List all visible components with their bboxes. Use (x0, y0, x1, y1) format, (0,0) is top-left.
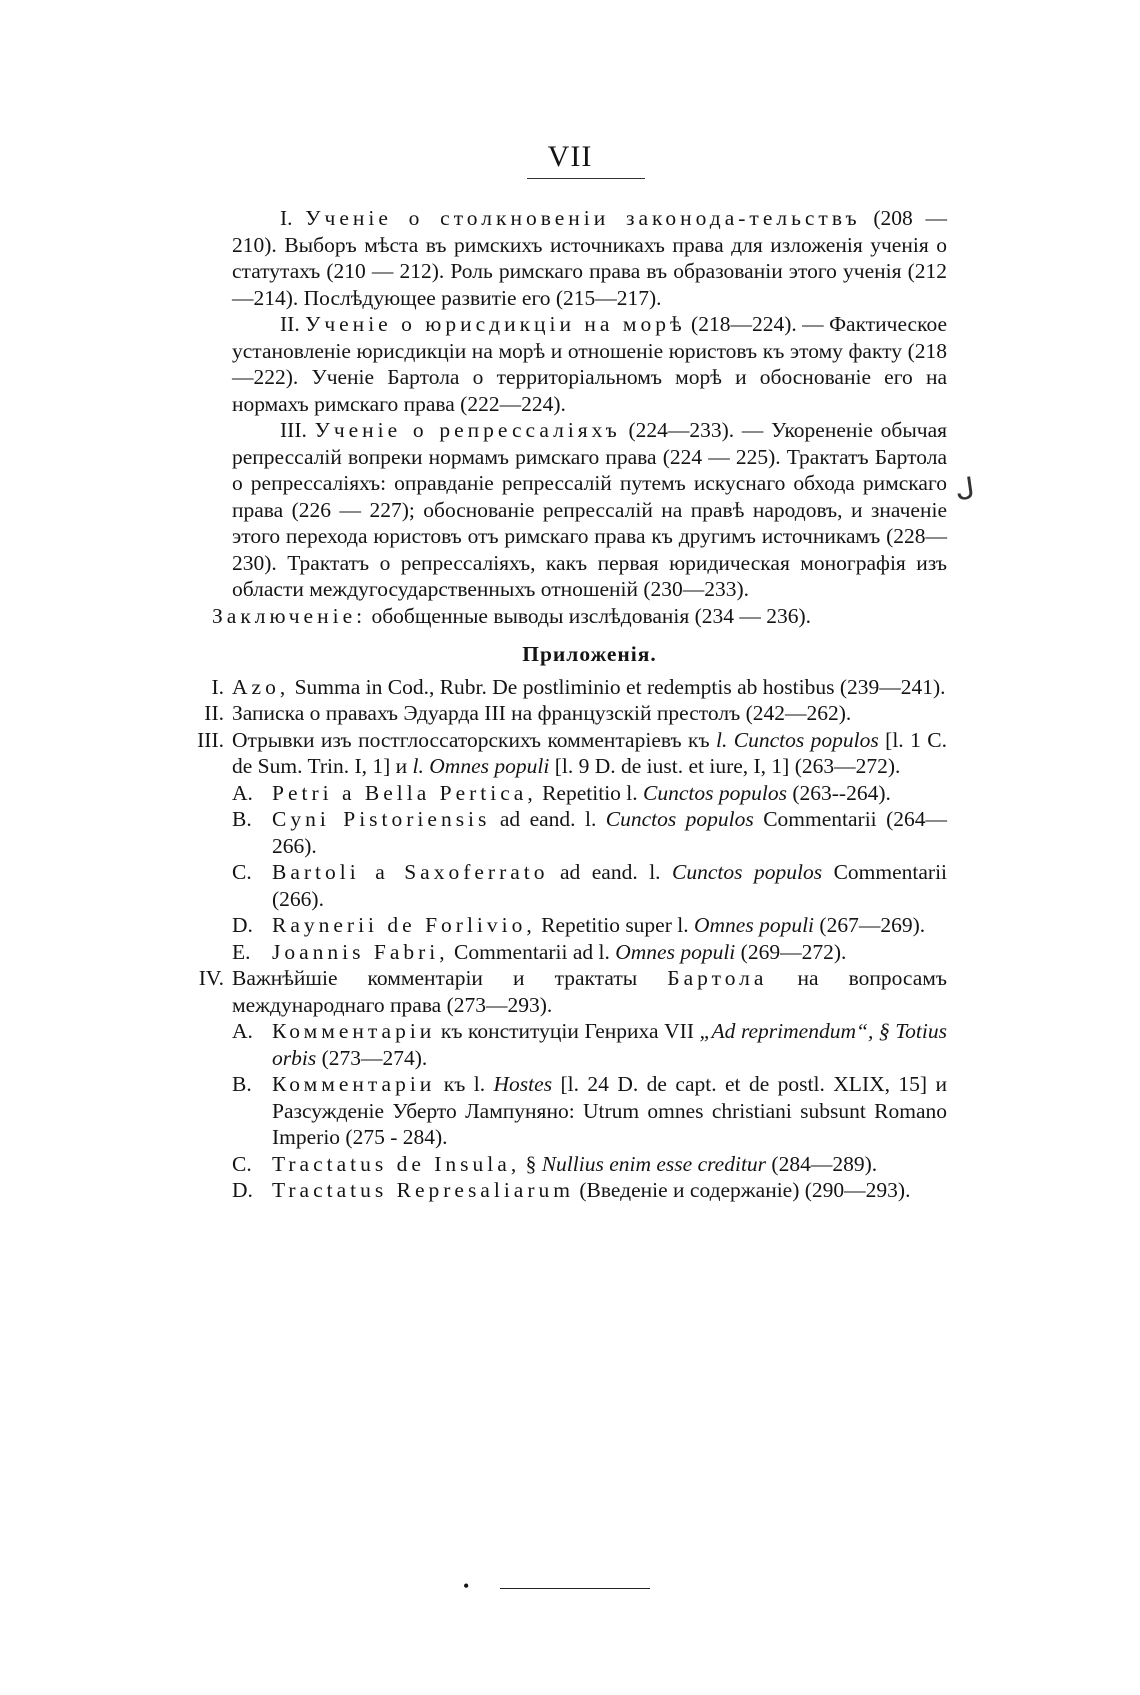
top-rule (527, 178, 645, 179)
appendix-3-b: B. Cyni Pistoriensis ad eand. l. Cunctos populos Commentarii (264—266). (232, 807, 947, 858)
section-3-text: Укорененіе обычая репрессалій вопреки нормамъ римскаго права (224 — 225). Трактатъ Бартола о репрессаліяхъ: оправданіе репрессалій путемъ искуснаго обхода римскаго права (226 — 227); обоснованіе репрессалій на правѣ народовъ, и значеніе этого перехода юристовъ отъ римскаго права къ другимъ источникамъ (228—230). Трактатъ о репрессаліяхъ, какъ первая юридическая монографія изъ области междугосударственныхъ отношеній (230—233). (232, 418, 948, 601)
appendix-1-author: Azo, (232, 674, 290, 699)
conclusion (212, 603, 952, 630)
appendix-3-c: C. Bartoli a Saxoferrato ad eand. l. Cunctos populos Commentarii (266). (232, 860, 948, 911)
appendix-2-text: Записка о правахъ Эдуарда III на французскій престолъ (242—262). (232, 701, 852, 725)
section-1-title: Ученіе о столкновеніи законода-тельствъ (305, 206, 861, 230)
section-2-title: Ученіе о юрисдикціи на морѣ (305, 312, 686, 336)
appendix-1: I. Azo, Summa in Cod., Rubr. De postliminio et redemptis ab hostibus (239—241). (211, 674, 946, 699)
section-1: I. Ученіе о столкновеніи законода-тельствъ (208 — 210). Выборъ мѣста въ римскихъ источникахъ права для изложенія ученія о статутахъ (210 — 212). Роль римскаго права въ образованіи этого ученія (212—214). Послѣдующее развитіе его (215—217). (232, 206, 948, 310)
section-2-text: Фактическое установленіе юрисдикціи на морѣ и отношеніе юристовъ къ этому факту (218—222). Ученіе Бартола о территоріальномъ морѣ и обоснованіе его на нормахъ римскаго права (222—224). (232, 312, 947, 416)
appendix-4-a: A. Комментаріи къ конституціи Генриха VII „Ad reprimendum“, § Totius orbis (273—274). (232, 1019, 947, 1070)
bullet-dot-icon: • (463, 1576, 470, 1596)
conclusion-label: Заключеніе: (212, 603, 367, 628)
appendix-3-d: D. Raynerii de Forlivio, Repetitio super l. Omnes populi (267—269). (232, 913, 926, 937)
appendix-3-a: A. Petri a Bella Pertica, Repetitio l. Cunctos populos (263--264). (232, 780, 891, 805)
appendix-3-e: E. Joannis Fabri, Commentarii ad l. Omnes populi (269—272). (232, 939, 847, 964)
appendix-1-text: Summa in Cod., Rubr. De postliminio et redemptis ab hostibus (239—241). (294, 674, 946, 699)
appendix-4-b: B. Комментаріи къ l. Hostes [l. 24 D. de capt. et de postl. XLIX, 15] и Разсужденіе Уберто Лампуняно: Utrum omnes christiani subsunt Romano Imperio (275 - 284). (232, 1072, 948, 1149)
section-3: III. Ученіе о репрессаліяхъ (224—233). — Укорененіе обычая репрессалій вопреки нормамъ римскаго права (224 — 225). Трактатъ Бартола о репрессаліяхъ: оправданіе репрессалій путемъ искуснаго обхода римскаго права (226 — 227); обоснованіе репрессалій на правѣ народовъ, и значеніе этого перехода юристовъ отъ римскаго права къ другимъ источникамъ (228—230). Трактатъ о репрессаліяхъ, какъ первая юридическая монографія изъ области междугосударственныхъ отношеній (230—233). (232, 418, 948, 601)
appendix-2: II. Записка о правахъ Эдуарда III на французскій престолъ (242—262). (204, 701, 852, 725)
page-number: VII (547, 140, 593, 173)
section-3-title: Ученіе о репрессаліяхъ (314, 418, 621, 442)
pencil-checkmark-icon: ᒍ (953, 471, 978, 508)
appendix-4-d: D. Tractatus Represaliarum (Введеніе и содержаніе) (290—293). (232, 1178, 911, 1202)
section-2: II. Ученіе о юрисдикціи на морѣ (218—224). — Фактическое установленіе юрисдикціи на морѣ и отношеніе юристовъ къ этому факту (218—222). Ученіе Бартола о территоріальномъ морѣ и обоснованіе его на нормахъ римскаго права (222—224). (232, 312, 947, 416)
conclusion-text: обобщенные выводы изслѣдованія (234 — 236). (371, 603, 812, 628)
toc-body (197, 205, 948, 1204)
appendix-3: III. Отрывки изъ постглоссаторскихъ комментаріевъ къ l. Cunctos populos [l. 1 C. de Sum. Trin. I, 1] и l. Omnes populi [l. 9 D. de iust. et iure, I, 1] (263—272). (197, 727, 947, 778)
appendix-heading: Приложенія. (522, 642, 657, 666)
appendix-4: IV. Важнѣйшіе комментаріи и трактаты Бартола на вопросамъ международнаго права (273—293). (198, 966, 947, 1017)
section-1-text: Выборъ мѣста въ римскихъ источникахъ права для изложенія ученія о статутахъ (210 — 212). Роль римскаго права въ образованіи этого ученія (212—214). Послѣдующее развитіе его (215—217). (232, 232, 948, 310)
appendix-4-c: C. Tractatus de Insula, § Nullius enim esse creditur (284—289). (232, 1151, 878, 1176)
bottom-rule (500, 1588, 650, 1589)
